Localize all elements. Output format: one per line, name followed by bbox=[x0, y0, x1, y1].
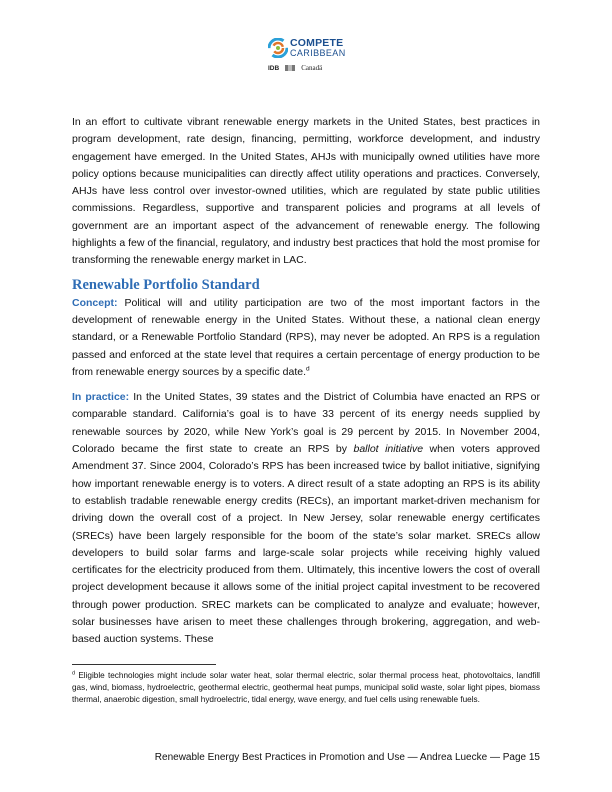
footnote bbox=[72, 670, 540, 706]
uk-aid-logo bbox=[285, 65, 295, 71]
footnote-divider bbox=[72, 664, 216, 665]
practice-text-1: In the United States, 39 states and the District of Columbia have enacted an RPS or comparable standard. California’s goal is to have 33 percent of its energy needs supplied by renewable sources by 2020, while New York’s goal is 29 percent by 2015. In November 2004, Colorado became the first state to create an RPS by bbox=[72, 391, 540, 456]
footnote-reference[interactable]: d bbox=[306, 365, 310, 373]
main-content bbox=[72, 114, 540, 649]
concept-label: Concept: bbox=[72, 296, 118, 309]
concept-paragraph bbox=[72, 295, 540, 381]
practice-label: In practice: bbox=[72, 391, 130, 404]
compete-swirl-icon bbox=[268, 38, 288, 58]
partner-logos bbox=[268, 64, 322, 72]
canada-logo: Canadä bbox=[301, 64, 323, 72]
footnote-marker: d bbox=[72, 670, 76, 677]
brand-name-line1: COMPETE bbox=[290, 37, 344, 49]
idb-logo: IDB bbox=[268, 64, 280, 72]
page-footer: Renewable Energy Best Practices in Promotion and Use — Andrea Luecke — Page 15 bbox=[154, 752, 540, 763]
brand-name-line2: CARIBBEAN bbox=[290, 48, 346, 58]
practice-paragraph bbox=[72, 389, 540, 648]
concept-text: Political will and utility participation are two of the most important factors in the development of renewable energy in the United States. Without these, a national clean energy standard, or a Renewable Portfolio Standard (RPS), may never be adopted. An RPS is a regulation passed and enforced at the state level that requires a certain percentage of energy production to be from renewable energy sources by a specific date. bbox=[72, 296, 540, 378]
intro-paragraph: In an effort to cultivate vibrant renewable energy markets in the United States, best practices in program development, rate design, financing, permitting, workforce development, and industry engagement have emerged. In the United States, AHJs with municipally owned utilities have more policy options because municipalities can directly affect utility operations and practices. Conversely, AHJs have less control over investor-owned utilities, which are regulated by state public utilities commissions. Regardless, supportive and transparent policies and programs at all levels of government are an important aspect of the advancement of renewable energy. The following highlights a few of the financial, regulatory, and industry best practices that hold the most promise for transforming the renewable energy market in LAC. bbox=[72, 116, 540, 267]
footnote-text: Eligible technologies might include solar water heat, solar thermal electric, solar thermal process heat, photovoltaics, landfill gas, wind, biomass, hydroelectric, geothermal electric, geothermal heat pumps, municipal solid waste, solar light pipes, biomass thermal, anaerobic digestion, small hydroelectric, tidal energy, wave energy, and fuel cells using renewable fuels. bbox=[72, 671, 540, 704]
practice-text-2: when voters approved Amendment 37. Since 2004, Colorado’s RPS has been increased twice by ballot initiative, signifying how important renewable energy is to voters. A direct result of a state adopting an RPS is its ability to establish tradable renewable energy credits (RECs), an important market-driven mechanism for driving down the overall cost of a project. In New Jersey, solar renewable energy certificates (SRECs) have been largely responsible for the boom of the state’s solar market. SRECs allow developers to build solar farms and large-scale solar projects while receiving highly valued certificates for the electricity produced from them. Ultimately, this incentive lowers the cost of overall project development because it allows some of the initial project capital investment to be recovered through power production. SREC markets can be complicated to analyze and evaluate; however, solar businesses have arisen to meet these challenges through brokering, aggregation, and web-based auction systems. These bbox=[72, 443, 540, 646]
section-heading: Renewable Portfolio Standard bbox=[72, 276, 260, 293]
practice-italic-term: ballot initiative bbox=[353, 443, 424, 456]
compete-caribbean-logo bbox=[262, 36, 358, 82]
